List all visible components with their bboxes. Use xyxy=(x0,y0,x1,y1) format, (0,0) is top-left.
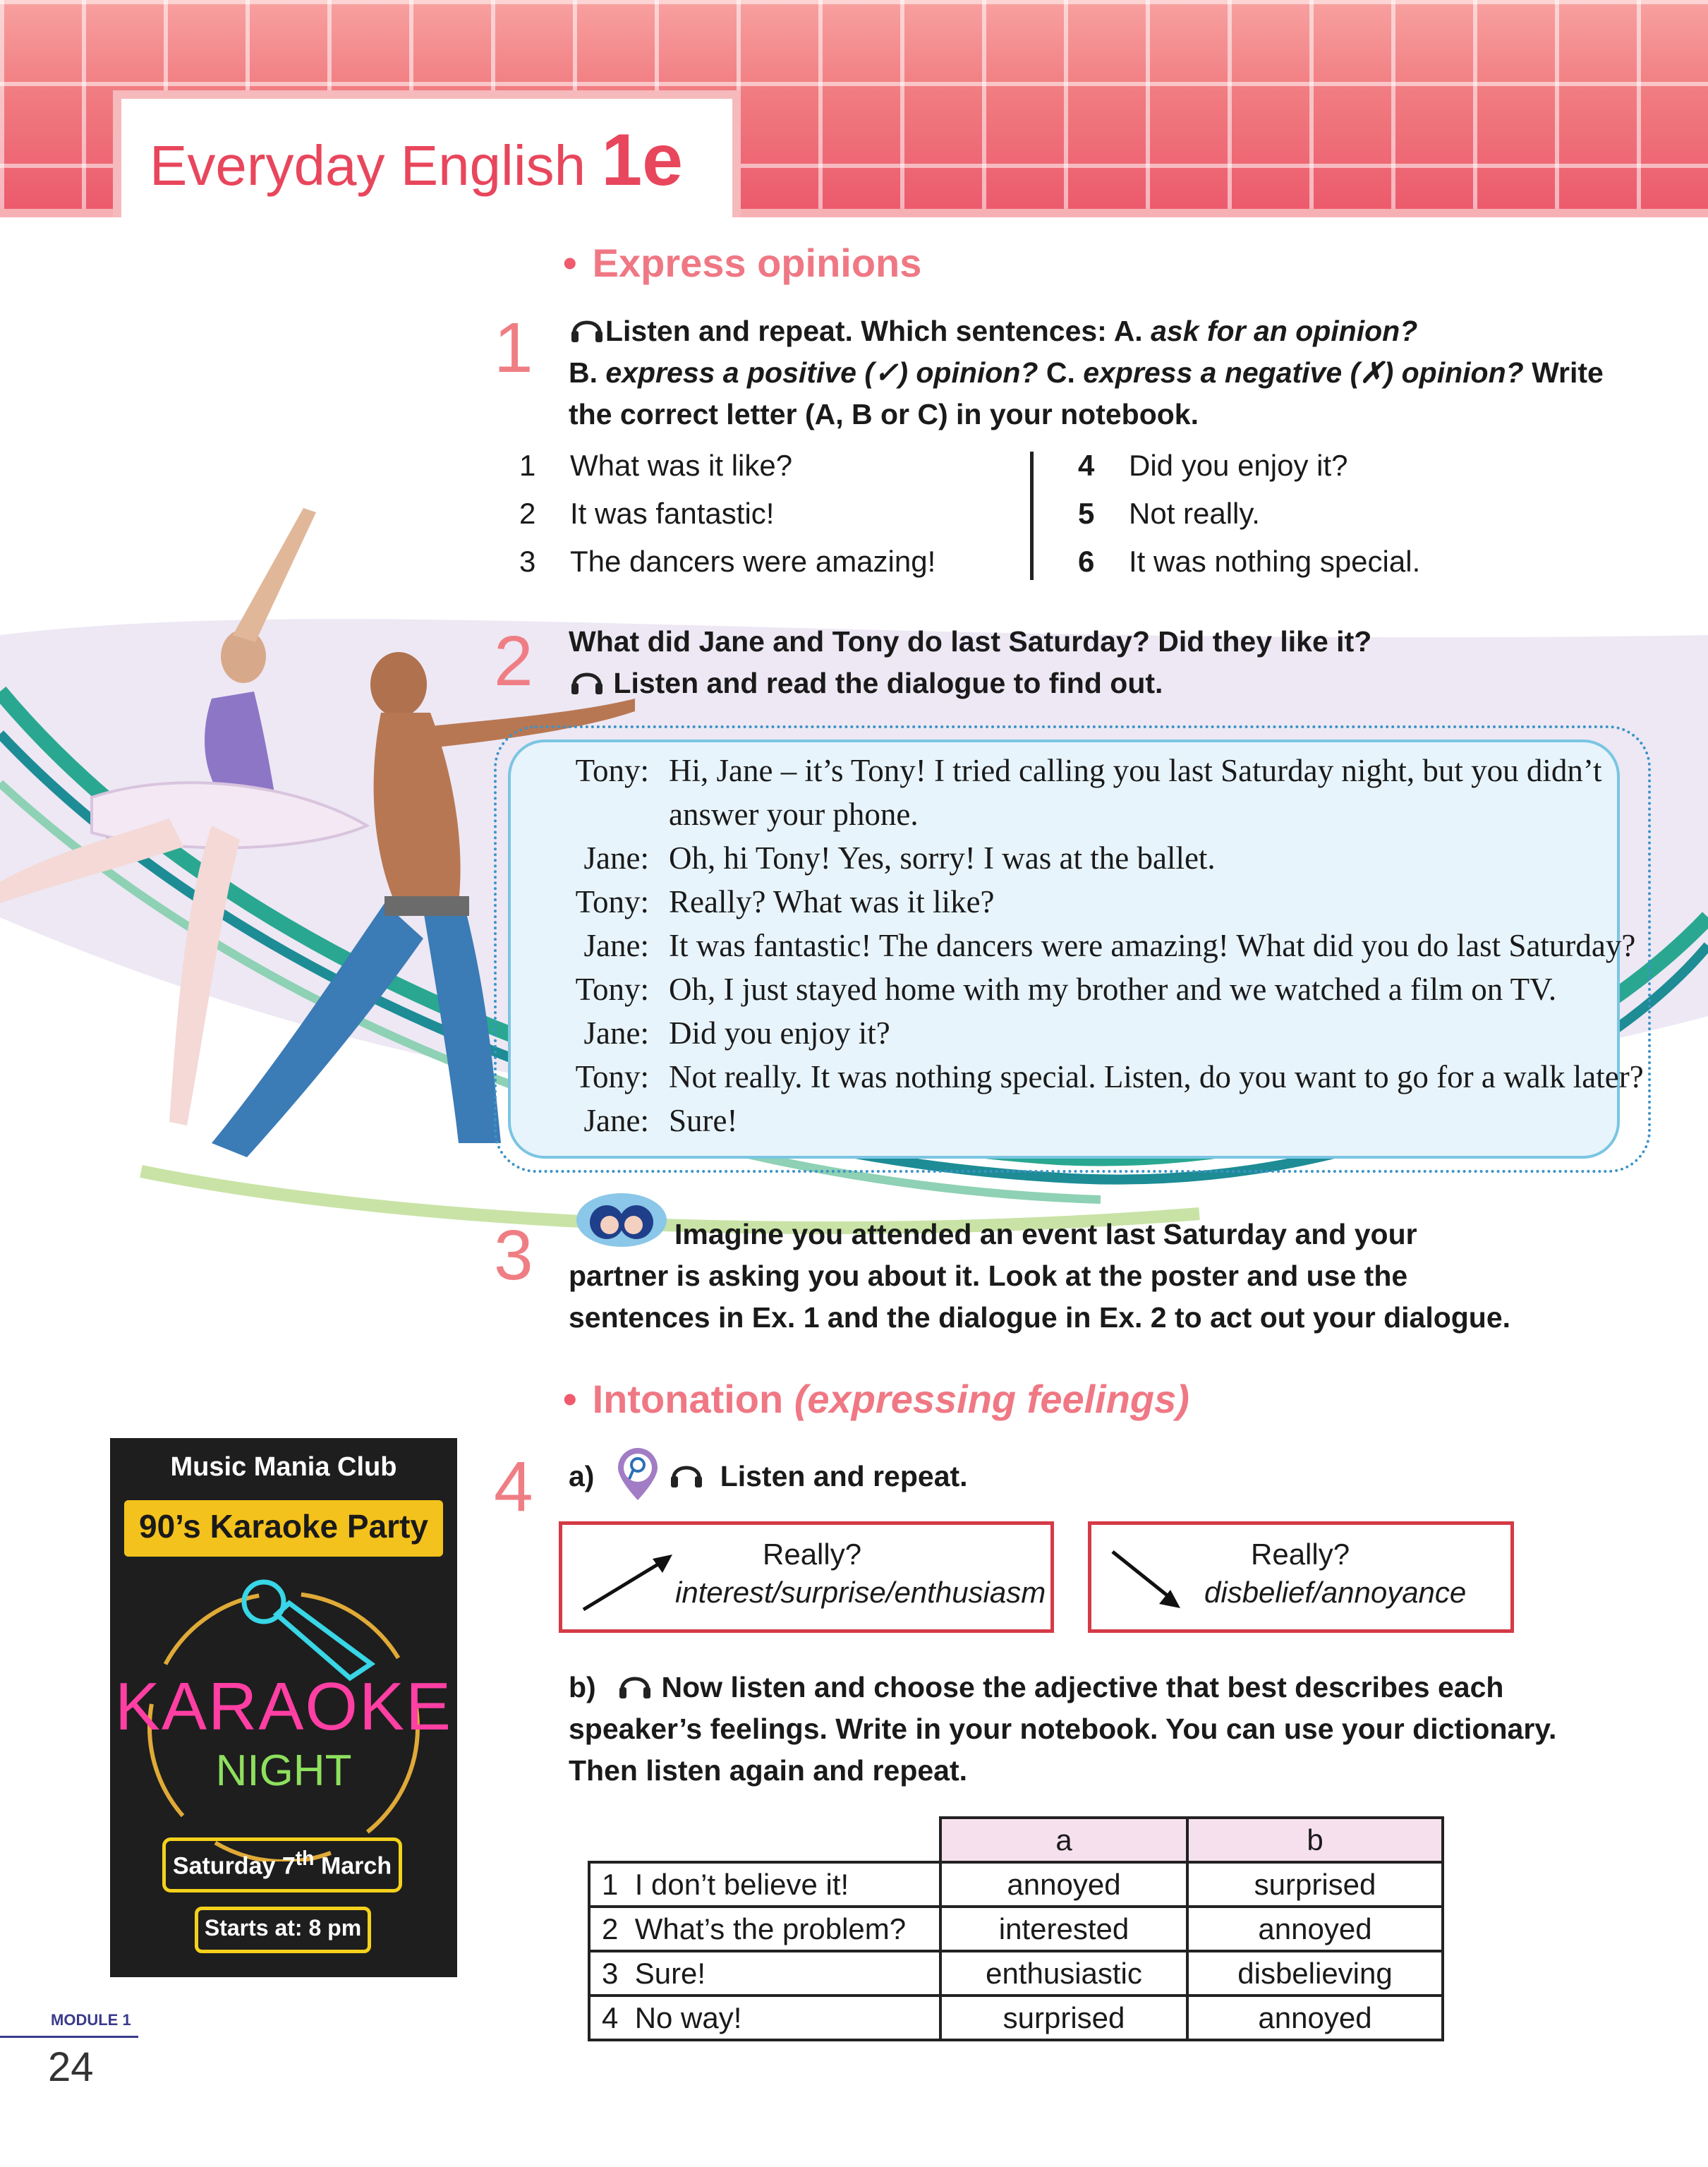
unit-code: 1e xyxy=(601,119,684,201)
row-number: 4 xyxy=(602,2000,619,2034)
option-b: annoyed xyxy=(1187,1907,1443,1951)
rising-word: Really? xyxy=(763,1538,862,1571)
bullet-icon: • xyxy=(563,241,577,285)
item-text: It was nothing special. xyxy=(1129,545,1421,578)
list-item xyxy=(1078,497,1260,531)
exercise-3-instructions xyxy=(569,1214,1510,1339)
option-a: annoyed xyxy=(940,1862,1187,1907)
ex1-line1b: ask for an opinion? xyxy=(1151,315,1418,347)
column-divider xyxy=(1030,452,1034,580)
poster-date xyxy=(162,1847,402,1880)
speaker: Jane: xyxy=(583,1103,649,1138)
speaker: Tony: xyxy=(575,753,649,788)
exercise-number-3: 3 xyxy=(494,1216,533,1295)
ex1-line2a: B. xyxy=(569,356,606,389)
date-text: Saturday 7 xyxy=(172,1852,296,1880)
exercise-4a-instructions xyxy=(569,1448,968,1502)
karaoke-poster xyxy=(110,1438,457,1977)
dialogue-text: Not really. It was nothing special. Listen, do you want to go for a walk later? xyxy=(669,1059,1644,1094)
bullet-icon: • xyxy=(563,1377,577,1421)
dialogue xyxy=(536,752,1644,1147)
table-question xyxy=(589,1907,940,1951)
item-number: 1 xyxy=(519,449,536,482)
table-header-row xyxy=(589,1818,1443,1862)
row-number: 1 xyxy=(602,1867,619,1901)
section-heading-express-opinions xyxy=(563,240,921,286)
speaker: Jane: xyxy=(583,840,649,876)
ex1-line2c: C. xyxy=(1038,356,1084,389)
part-label-b: b) xyxy=(569,1671,596,1703)
row-text: I don’t believe it! xyxy=(634,1867,849,1901)
part-b-line1: Now listen and choose the adjective that best describes each xyxy=(661,1671,1504,1703)
rising-arrow-icon xyxy=(579,1549,677,1614)
dialogue-text: answer your phone. xyxy=(669,797,919,832)
dialogue-text: Really? What was it like? xyxy=(669,884,995,919)
headphones-icon xyxy=(569,311,605,345)
adjective-table xyxy=(588,1816,1444,2041)
section-heading-text: Intonation xyxy=(592,1377,794,1421)
exercise-number-1: 1 xyxy=(494,308,533,387)
headphones-icon xyxy=(668,1456,705,1490)
ex1-line2b: express a positive (✓) opinion? xyxy=(605,356,1038,389)
date-suffix: th xyxy=(295,1847,315,1870)
speaker: Tony: xyxy=(575,972,649,1007)
ex1-line1a: Listen and repeat. Which sentences: A. xyxy=(605,315,1151,347)
ex1-line2d: express a negative (✗) opinion? xyxy=(1083,356,1524,389)
ex3-line2: partner is asking you about it. Look at the poster and use the xyxy=(569,1260,1408,1292)
exercise-number-2: 2 xyxy=(494,622,533,701)
item-text: Did you enjoy it? xyxy=(1129,449,1348,482)
option-a: interested xyxy=(940,1907,1187,1951)
section-heading-text: Express opinions xyxy=(592,241,922,285)
dialogue-text: Hi, Jane – it’s Tony! I tried calling you last Saturday night, but you didn’t xyxy=(669,753,1602,788)
dialogue-text: Oh, I just stayed home with my brother and we watched a film on TV. xyxy=(669,972,1557,1007)
row-number: 2 xyxy=(602,1912,619,1945)
page-number: 24 xyxy=(48,2044,94,2090)
falling-meaning: disbelief/annoyance xyxy=(1204,1576,1467,1609)
option-a: surprised xyxy=(940,1996,1187,2040)
item-text: Not really. xyxy=(1129,497,1260,530)
dialogue-text: Sure! xyxy=(669,1103,738,1138)
part-b-line3: Then listen again and repeat. xyxy=(569,1754,968,1787)
table-row xyxy=(589,1951,1443,1996)
table-question xyxy=(589,1951,940,1996)
exercise-2-instructions xyxy=(569,621,1371,704)
part-a-text: Listen and repeat. xyxy=(720,1460,968,1492)
speaker: Jane: xyxy=(583,1015,649,1051)
option-b: surprised xyxy=(1187,1862,1443,1907)
poster-neon-karaoke: KARAOKE xyxy=(114,1669,453,1744)
table-row xyxy=(589,1907,1443,1951)
date-month: March xyxy=(314,1852,392,1880)
item-number: 4 xyxy=(1078,449,1095,482)
option-b: disbelieving xyxy=(1187,1951,1443,1996)
exercise-1-instructions xyxy=(569,310,1604,435)
ex2-line2: Listen and read the dialogue to find out. xyxy=(613,667,1163,699)
item-number: 6 xyxy=(1078,545,1095,578)
falling-arrow-icon xyxy=(1108,1546,1186,1614)
part-b-line2: speaker’s feelings. Write in your notebook. You can use your dictionary. xyxy=(569,1713,1557,1745)
list-item xyxy=(519,545,935,579)
ex1-line3: the correct letter (A, B or C) in your notebook. xyxy=(569,398,1199,430)
item-text: It was fantastic! xyxy=(570,497,775,530)
poster-starts: Starts at: 8 pm xyxy=(204,1915,362,1940)
list-item xyxy=(519,497,774,531)
part-label-a: a) xyxy=(569,1460,595,1492)
section-heading-intonation xyxy=(563,1376,1189,1422)
ex3-line1: Imagine you attended an event last Saturday and your xyxy=(674,1218,1417,1250)
option-a: enthusiastic xyxy=(940,1951,1187,1996)
rising-intonation-box xyxy=(559,1521,1054,1633)
ex2-line1: What did Jane and Tony do last Saturday? Did they like it? xyxy=(569,625,1372,658)
list-item xyxy=(519,449,792,483)
footer-rule xyxy=(0,2036,138,2038)
exercise-number-4: 4 xyxy=(494,1447,533,1526)
item-number: 3 xyxy=(519,545,536,578)
headphones-icon xyxy=(617,1667,653,1701)
option-b: annoyed xyxy=(1187,1996,1443,2040)
table-row xyxy=(589,1862,1443,1907)
table-header-b: b xyxy=(1187,1818,1443,1862)
item-number: 2 xyxy=(519,497,536,530)
list-item xyxy=(1078,449,1348,483)
ex1-line2e: Write xyxy=(1523,356,1604,389)
page-title xyxy=(150,119,683,203)
speaker: Tony: xyxy=(575,884,649,919)
list-item xyxy=(1078,545,1420,579)
poster-neon-night: NIGHT xyxy=(215,1746,352,1795)
table-header-a: a xyxy=(940,1818,1187,1862)
speaker: Tony: xyxy=(575,1059,649,1094)
dialogue-text: Did you enjoy it? xyxy=(669,1015,890,1051)
item-text: The dancers were amazing! xyxy=(570,545,936,578)
module-label: MODULE 1 xyxy=(51,2011,131,2029)
falling-intonation-box xyxy=(1088,1521,1514,1633)
poster-party: 90’s Karaoke Party xyxy=(138,1508,428,1545)
poster-club: Music Mania Club xyxy=(170,1452,397,1482)
section-heading-italic: (expressing feelings) xyxy=(794,1377,1189,1421)
item-number: 5 xyxy=(1078,497,1095,530)
table-question xyxy=(589,1996,940,2040)
headphones-icon xyxy=(569,663,605,697)
table-row xyxy=(589,1996,1443,2040)
table-blank-cell xyxy=(589,1818,940,1862)
row-text: What’s the problem? xyxy=(634,1912,907,1945)
rising-meaning: interest/surprise/enthusiasm xyxy=(675,1576,1046,1609)
table-question xyxy=(589,1862,940,1907)
row-text: Sure! xyxy=(634,1956,706,1990)
row-text: No way! xyxy=(634,2000,742,2034)
falling-word: Really? xyxy=(1251,1538,1350,1571)
title-text: Everyday English xyxy=(150,134,586,197)
row-number: 3 xyxy=(602,1956,619,1990)
speaker: Jane: xyxy=(583,928,649,963)
ex3-line3: sentences in Ex. 1 and the dialogue in Ex. 2 to act out your dialogue. xyxy=(569,1301,1511,1334)
dialogue-text: Oh, hi Tony! Yes, sorry! I was at the ballet. xyxy=(669,840,1216,876)
exercise-4b-instructions xyxy=(569,1667,1556,1792)
item-text: What was it like? xyxy=(570,449,793,482)
pronunciation-icon xyxy=(615,1448,660,1502)
dialogue-text: It was fantastic! The dancers were amazing! What did you do last Saturday? xyxy=(669,928,1636,963)
